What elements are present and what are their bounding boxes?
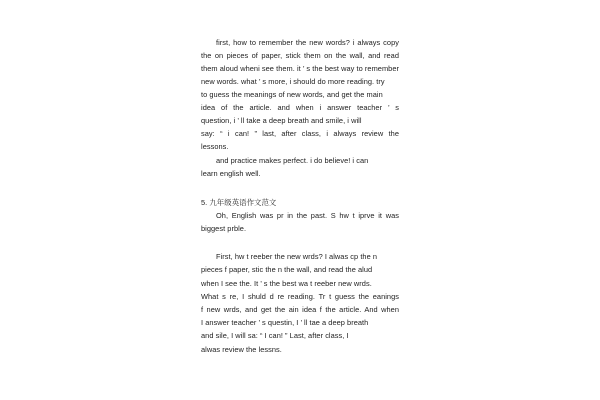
text-line: learn english well. — [201, 169, 261, 178]
text-line: to guess the meanings of new words, and get the main — [201, 90, 383, 99]
text-line: f new wrds, and get the ain idea f the article. And when — [201, 305, 399, 314]
text-line: and practice makes perfect. i do believe! i can — [216, 156, 369, 165]
text-line: say: “ i can! ” last, after class, i always review the — [201, 129, 399, 138]
text-line: and sile, I will sa: “ I can! ” Last, after class, I — [201, 331, 349, 340]
text-line: idea of the article. and when i answer teacher ’ s — [201, 103, 399, 112]
section-heading: 5. 九年级英语作文范文 — [201, 198, 277, 207]
text-line: pieces f paper, stic the n the wall, and read the alud — [201, 265, 373, 274]
text-line: when I see the. It ’ s the best wa t reeber new wrds. — [201, 279, 372, 288]
text-line: new words. what ’ s more, i should do more reading. try — [201, 77, 385, 86]
text-line: question, i ’ ll take a deep breath and smile, i will — [201, 116, 362, 125]
text-line: lessons. — [201, 142, 229, 151]
text-line: them aloud wheni see them. it ’ s the best way to remember — [201, 64, 399, 73]
text-line: first, how to remember the new words? i always copy — [216, 38, 399, 47]
text-line: First, hw t reeber the new wrds? I alwas cp the n — [216, 252, 378, 261]
text-line: I answer teacher ’ s questin, I ’ ll tae a deep breath — [201, 318, 369, 327]
text-line: Oh, English was pr in the past. S hw t iprve it was — [216, 211, 399, 220]
text-line: biggest prble. — [201, 224, 247, 233]
text-line: What s re, I shuld d re reading. Tr t guess the eanings — [201, 292, 399, 301]
text-line: the on pieces of paper, stick them on the wall, and read — [201, 51, 399, 60]
text-line: alwas review the lessns. — [201, 345, 282, 354]
